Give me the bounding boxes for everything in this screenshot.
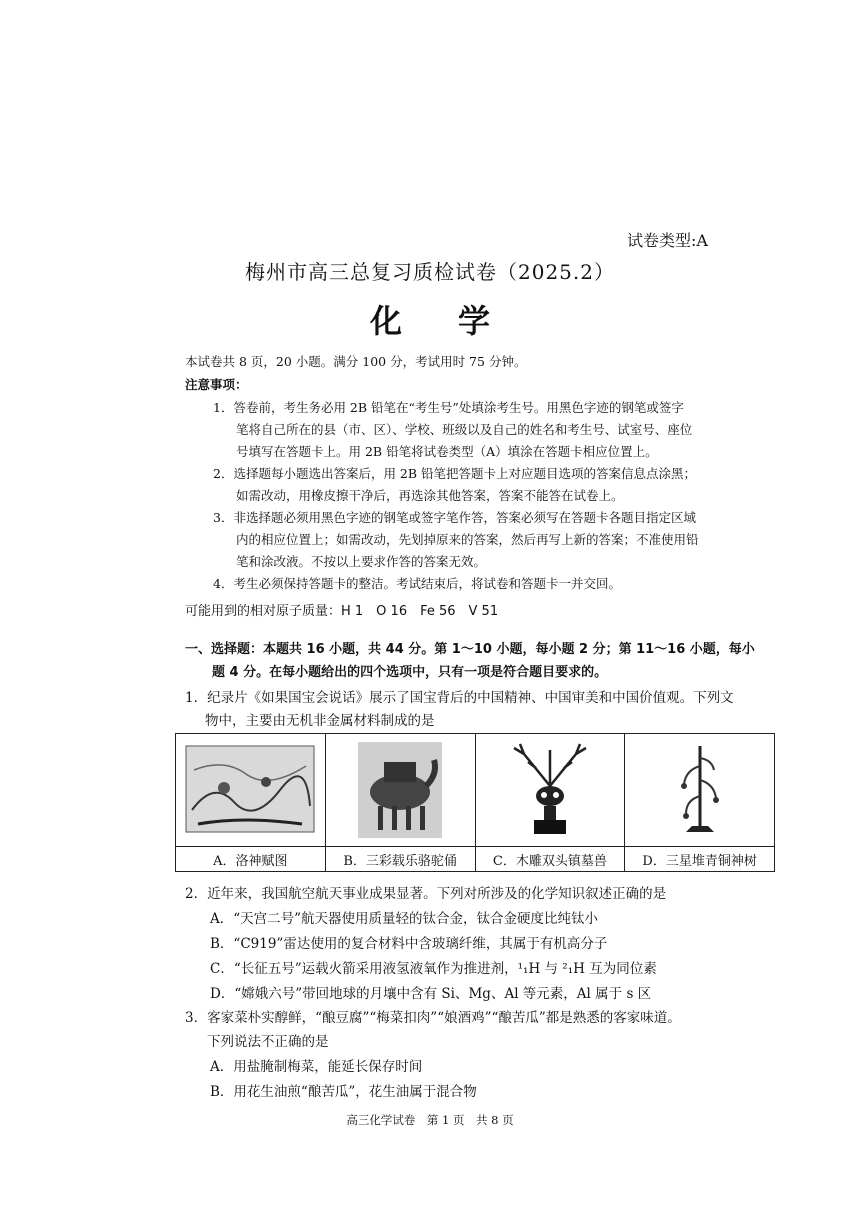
question-3-stem-cont: 下列说法不正确的是: [207, 1034, 329, 1050]
question-2-option-b: B．“C919”雷达使用的复合材料中含玻璃纤维，其属于有机高分子: [210, 936, 608, 952]
question-2-option-c: C．“长征五号”运载火箭采用液氢液氧作为推进剂，¹₁H 与 ²₁H 互为同位素: [210, 961, 657, 977]
question-3-option-b: B．用花生油煎“酿苦瓜”，花生油属于混合物: [210, 1084, 477, 1100]
option-c-caption: C．木雕双头镇墓兽: [475, 847, 625, 872]
camel-figurine-icon: [334, 740, 466, 840]
question-3-option-a: A．用盐腌制梅菜，能延长保存时间: [210, 1059, 423, 1075]
exam-type-label: 试卷类型:A: [627, 231, 708, 250]
question-1-options-table: [175, 733, 775, 872]
option-d-caption: D．三星堆青铜神树: [625, 847, 775, 872]
section-heading-cont: 题 4 分。在每小题给出的四个选项中，只有一项是符合题目要求的。: [212, 665, 608, 680]
page-title: 梅州市高三总复习质检试卷（2025.2）: [245, 260, 615, 284]
option-b-image-cell: [325, 734, 475, 847]
question-2-stem: 2．近年来，我国航空航天事业成果显著。下列对所涉及的化学知识叙述正确的是: [185, 886, 667, 902]
question-1-stem: 1．纪录片《如果国宝会说话》展示了国宝背后的中国精神、中国审美和中国价值观。下列文: [185, 690, 734, 706]
note-line: 2．选择题每小题选出答案后，用 2B 铅笔把答题卡上对应题目选项的答案信息点涂黑；: [213, 466, 697, 481]
option-a-image-cell: [176, 734, 326, 847]
subject-heading: 化学: [369, 302, 546, 340]
question-2-option-d: D．“嫦娥六号”带回地球的月壤中含有 Si、Mg、Al 等元素，Al 属于 s 区: [210, 986, 652, 1002]
question-2-option-a: A．“天宫二号”航天器使用质量轻的钛合金，钛合金硬度比纯钛小: [210, 911, 599, 927]
option-b-caption: B．三彩载乐骆驼俑: [325, 847, 475, 872]
note-line: 笔将自己所在的县（市、区）、学校、班级以及自己的姓名和考生号、试室号、座位: [236, 422, 693, 437]
notes-heading: 注意事项：: [185, 377, 248, 392]
note-line: 4．考生必须保持答题卡的整洁。考试结束后，将试卷和答题卡一并交回。: [213, 576, 621, 591]
wooden-tomb-beast-icon: [484, 740, 616, 840]
note-line: 如需改动，用橡皮擦干净后，再选涂其他答案，答案不能答在试卷上。: [236, 488, 624, 503]
atomic-masses: 可能用到的相对原子质量：H 1 O 16 Fe 56 V 51: [185, 604, 499, 619]
question-1-stem-cont: 物中，主要由无机非金属材料制成的是: [205, 713, 435, 729]
option-d-image-cell: [625, 734, 775, 847]
note-line: 号填写在答题卡上。用 2B 铅笔将试卷类型（A）填涂在答题卡相应位置上。: [236, 444, 658, 459]
page-footer: 高三化学试卷 第 1 页 共 8 页: [346, 1113, 514, 1127]
bronze-tree-icon: [634, 740, 766, 840]
note-line: 1．答卷前，考生务必用 2B 铅笔在“考生号”处填涂考生号。用黑色字迹的钢笔或签字: [213, 400, 684, 415]
option-a-caption: A．洛神赋图: [176, 847, 326, 872]
question-3-stem: 3．客家菜朴实醇鲜，“酿豆腐”“梅菜扣肉”“娘酒鸡”“酿苦瓜”都是熟悉的客家味道。: [185, 1010, 681, 1026]
note-line: 笔和涂改液。不按以上要求作答的答案无效。: [236, 554, 487, 569]
painting-icon: [184, 740, 316, 840]
note-line: 3．非选择题必须用黑色字迹的钢笔或签字笔作答，答案必须写在答题卡各题目指定区域: [213, 510, 696, 525]
section-heading: 一、选择题：本题共 16 小题，共 44 分。第 1～10 小题，每小题 2 分；第 11～16 小题，每小: [185, 642, 755, 657]
exam-intro: 本试卷共 8 页，20 小题。满分 100 分，考试用时 75 分钟。: [185, 354, 527, 369]
option-c-image-cell: [475, 734, 625, 847]
note-line: 内的相应位置上；如需改动，先划掉原来的答案，然后再写上新的答案；不准使用铅: [236, 532, 699, 547]
